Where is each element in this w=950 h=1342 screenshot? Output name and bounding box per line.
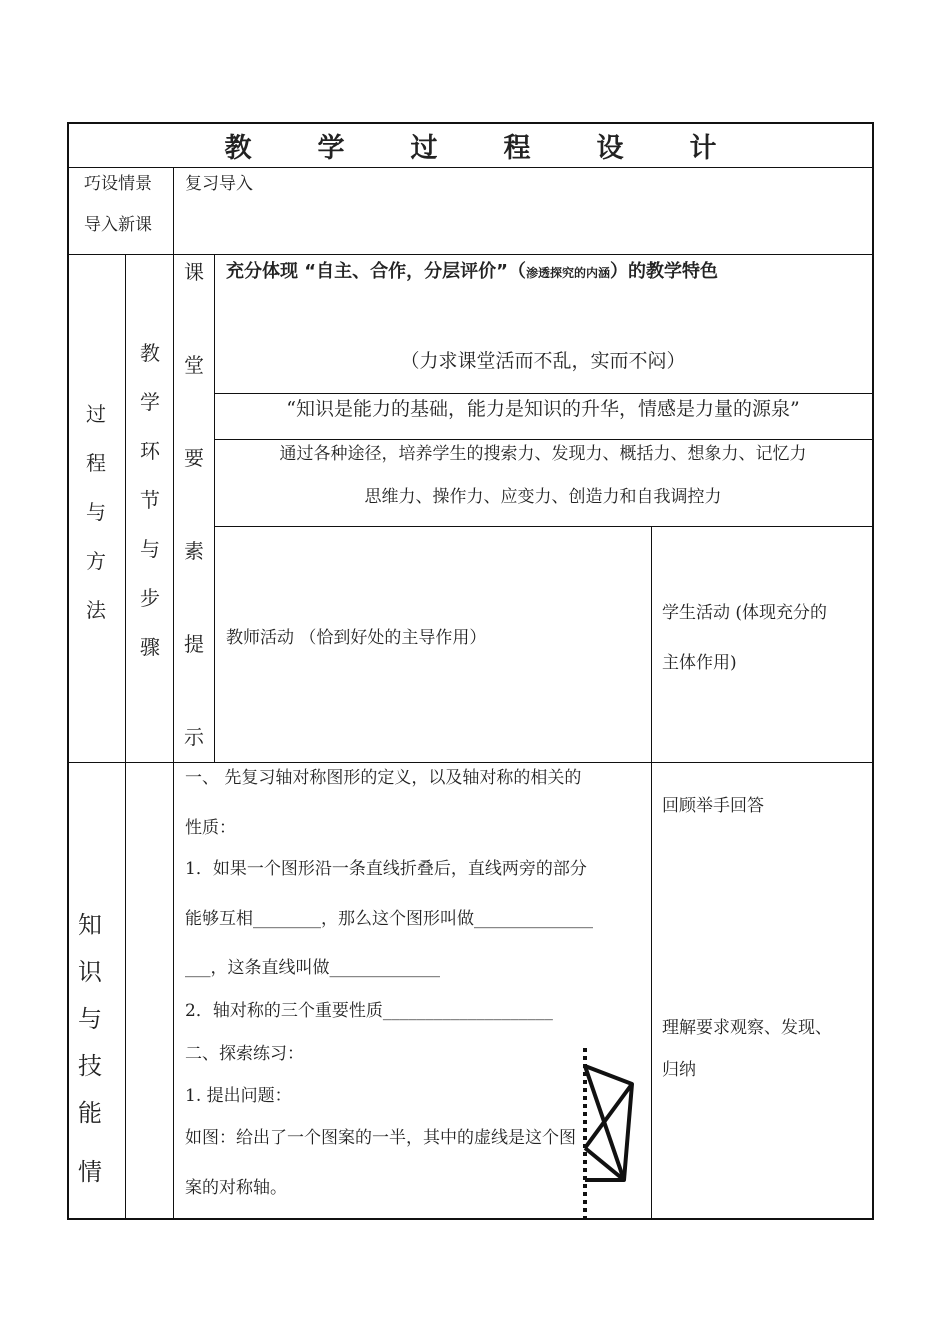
abilities-line1: 通过各种途径，培养学生的搜索力、发现力、概括力、想象力、记忆力	[279, 444, 807, 464]
student-note: 回顾举手回答	[662, 796, 764, 816]
col-divider	[173, 167, 174, 255]
lesson-line: 1. 提出问题：	[185, 1086, 292, 1106]
symmetry-figure	[560, 1040, 650, 1220]
teacher-activity-header: 教师活动 （恰到好处的主导作用）	[226, 628, 487, 648]
lesson-line: 1．如果一个图形沿一条直线折叠后，直线两旁的部分	[185, 859, 587, 879]
row-divider	[67, 254, 874, 255]
table-border-bottom	[67, 1218, 874, 1220]
row-divider	[214, 526, 874, 527]
col-divider	[214, 254, 215, 763]
motto-quote: “知识是能力的基础，能力是知识的升华，情感是力量的源泉”	[286, 398, 800, 420]
table-border-right	[872, 122, 874, 1220]
row-label-line1: 巧设情景	[84, 174, 152, 194]
process-method-label: 过 程 与 方 法	[86, 402, 106, 622]
lesson-line: 如图：给出了一个图案的一半，其中的虚线是这个图	[185, 1128, 576, 1148]
lesson-line: 能够互相________，那么这个图形叫做______________	[185, 909, 593, 929]
page-title: 教 学 过 程 设 计	[224, 133, 717, 164]
row-divider	[214, 439, 874, 440]
student-activity-header-line1: 学生活动 (体现充分的	[662, 603, 828, 623]
lesson-line: 一、 先复习轴对称图形的定义，以及轴对称的相关的	[185, 768, 582, 788]
feature-subtitle: （力求课堂活而不乱，实而不闷）	[400, 350, 686, 372]
lesson-line: 2．轴对称的三个重要性质____________________	[185, 1001, 553, 1021]
student-activity-header-line2: 主体作用)	[662, 653, 737, 673]
teaching-steps-label: 教 学 环 节 与 步 骤	[140, 341, 160, 659]
row-divider	[67, 167, 874, 168]
lesson-line: ___，这条直线叫做_____________	[185, 958, 440, 978]
student-note: 归纳	[662, 1060, 696, 1080]
lesson-line: 案的对称轴。	[185, 1178, 287, 1198]
row-content: 复习导入	[185, 174, 253, 194]
lesson-line: 性质：	[185, 818, 236, 838]
lesson-line: 二、探索练习：	[185, 1044, 304, 1064]
col-divider	[651, 526, 652, 1219]
student-note: 理解要求观察、发现、	[662, 1018, 832, 1038]
col-divider	[125, 254, 126, 1219]
class-elements-label: 课 堂 要 素 提 示	[184, 260, 204, 749]
knowledge-skills-label: 知 识 与 技 能 情	[78, 911, 102, 1186]
row-label-line2: 导入新课	[84, 215, 152, 235]
table-border-left	[67, 122, 69, 1220]
row-divider	[214, 393, 874, 394]
table-border-top	[67, 122, 874, 124]
abilities-line2: 思维力、操作力、应变力、创造力和自我调控力	[364, 487, 722, 507]
feature-heading: 充分体现 “自主、合作，分层评价”（渗透探究的内涵）的教学特色	[226, 261, 718, 282]
